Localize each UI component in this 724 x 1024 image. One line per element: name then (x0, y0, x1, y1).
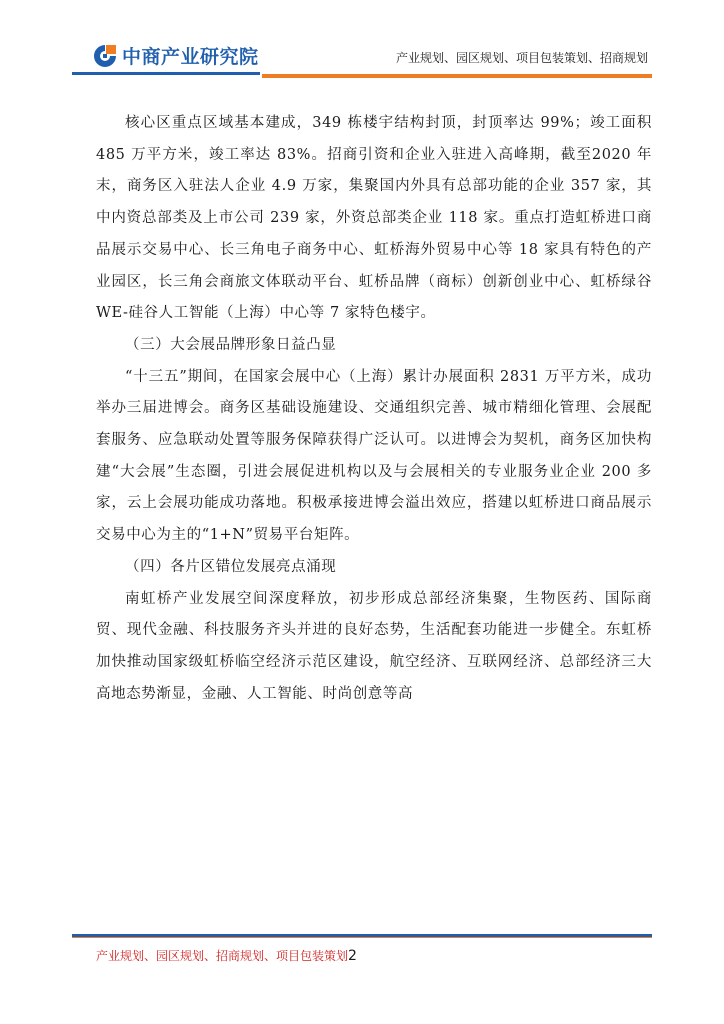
header-divider-blue (72, 72, 260, 75)
logo-text: 中商产业研究院 (122, 46, 259, 68)
body-paragraph: 核心区重点区域基本建成，349 栋楼宇结构封顶，封顶率达 99%；竣工面积 485 万平方米，竣工率达 83%。招商引资和企业入驻进入高峰期，截至2020 年末，商务区入驻法人企业 4.9 万家，集聚国内外具有总部功能的企业 357 家，其中内资总部类及上市公司 239 家，外资总部类企业 118 家。重点打造虹桥进口商品展示交易中心、长三角电子商务中心、虹桥海外贸易中心等 18 家具有特色的产业园区，长三角会商旅文体联动平台、虹桥品牌（商标）创新创业中心、虹桥绿谷 WE-硅谷人工智能（上海）中心等 7 家特色楼宇。 (96, 115, 652, 322)
document-body (96, 108, 652, 710)
section-heading: （四）各片区错位发展亮点涌现 (125, 558, 337, 575)
header-tagline: 产业规划、园区规划、项目包装策划、招商规划 (395, 51, 648, 65)
page-header (0, 0, 724, 80)
footer-divider-orange (72, 937, 652, 938)
page-number: 2 (348, 948, 357, 964)
footer-text: 产业规划、园区规划、招商规划、项目包装策划 (96, 949, 349, 963)
header-divider-orange (262, 74, 652, 78)
page-footer (96, 947, 357, 964)
body-paragraph: 南虹桥产业发展空间深度释放，初步形成总部经济集聚，生物医药、国际商贸、现代金融、科技服务齐头并进的良好态势，生活配套功能进一步健全。东虹桥加快推动国家级虹桥临空经济示范区建设，航空经济、互联网经济、总部经济三大高地态势渐显，金融、人工智能、时尚创意等高 (96, 590, 652, 702)
company-logo (92, 42, 259, 69)
logo-icon (92, 43, 118, 69)
body-paragraph: “十三五”期间，在国家会展中心（上海）累计办展面积 2831 万平方米，成功举办三届进博会。商务区基础设施建设、交通组织完善、城市精细化管理、会展配套服务、应急联动处置等服务保障获得广泛认可。以进博会为契机，商务区加快构建“大会展”生态圈，引进会展促进机构以及与会展相关的专业服务业企业 200 多家，云上会展功能成功落地。积极承接进博会溢出效应，搭建以虹桥进口商品展示交易中心为主的“1+N”贸易平台矩阵。 (96, 368, 652, 544)
section-heading: （三）大会展品牌形象日益凸显 (125, 336, 337, 353)
